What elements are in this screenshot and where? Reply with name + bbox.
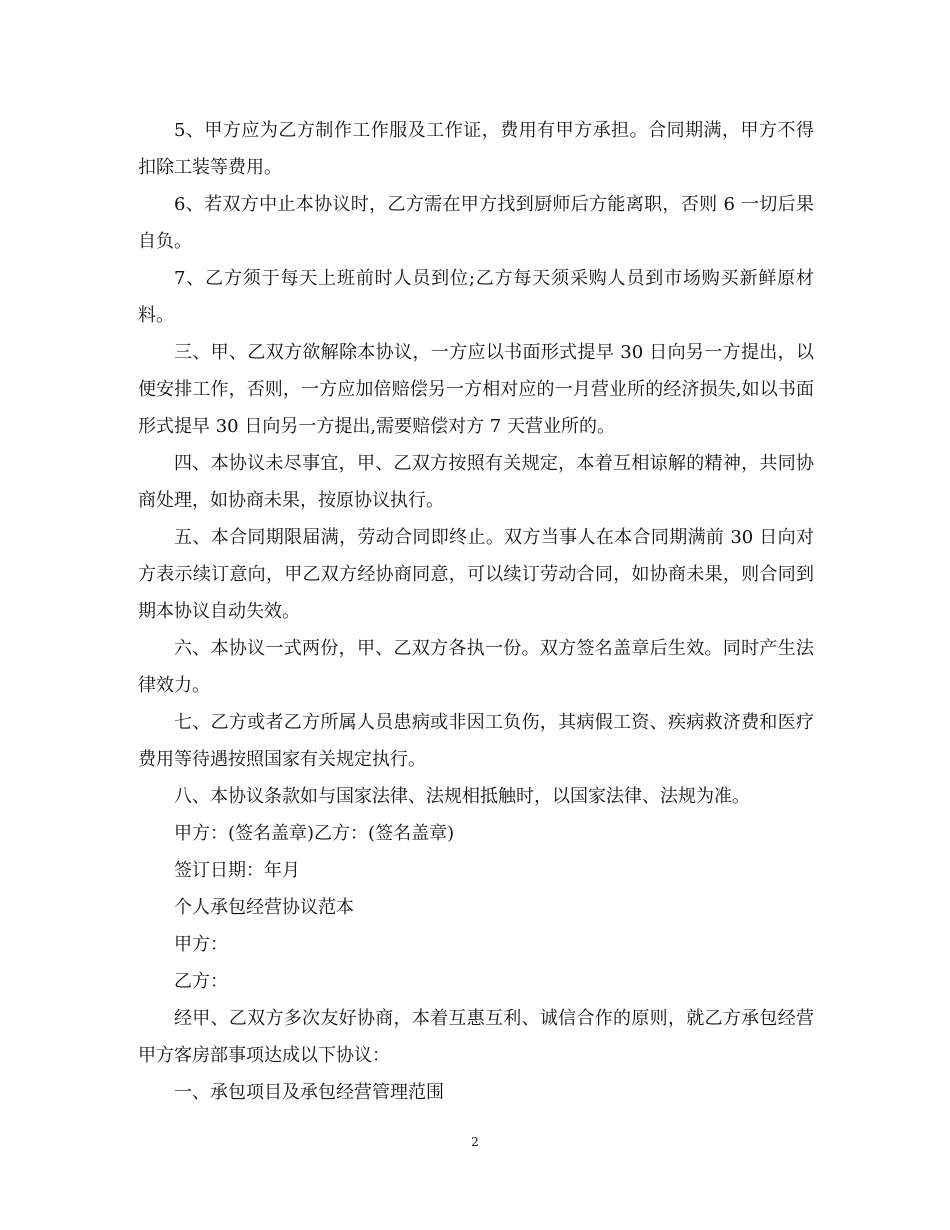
signing-date: 签订日期：年月: [174, 860, 300, 881]
paragraph-section-6: 六、本协议一式两份，甲、乙双方各执一份。双方签名盖章后生效。同时产生法律效力。: [138, 638, 814, 696]
template-title: 个人承包经营协议范本: [174, 897, 354, 918]
paragraph-clause-7: 7、乙方须于每天上班前时人员到位;乙方每天须采购人员到市场购买新鲜原材料。: [138, 268, 814, 326]
paragraph-section-4: 四、本协议未尽事宜，甲、乙双方按照有关规定，本着互相谅解的精神，共同协商处理，如协商未果，按原协议执行。: [138, 453, 814, 511]
section-heading-1: 一、承包项目及承包经营管理范围: [174, 1082, 444, 1103]
paragraph-section-5: 五、本合同期限届满，劳动合同即终止。双方当事人在本合同期满前 30 日向对方表示续订意向，甲乙双方经协商同意，可以续订劳动合同，如协商未果，则合同到期本协议自动失效。: [138, 527, 814, 622]
party-b-label: 乙方：: [174, 971, 228, 992]
page-number: 2: [471, 1135, 479, 1149]
document-body: [138, 112, 814, 1111]
party-a-label: 甲方：: [174, 934, 228, 955]
paragraph-clause-5: 5、甲方应为乙方制作工作服及工作证，费用有甲方承担。合同期满，甲方不得扣除工装等费用。: [138, 120, 814, 178]
signature-line: 甲方：(签名盖章)乙方：(签名盖章): [174, 823, 455, 844]
paragraph-clause-6: 6、若双方中止本协议时，乙方需在甲方找到厨师后方能离职，否则 6 一切后果自负。: [138, 194, 814, 252]
agreement-preamble: 经甲、乙双方多次友好协商，本着互惠互利、诚信合作的原则，就乙方承包经营甲方客房部事项达成以下协议：: [138, 1008, 814, 1066]
paragraph-section-3: 三、甲、乙双方欲解除本协议，一方应以书面形式提早 30 日向另一方提出，以便安排工作，否则，一方应加倍赔偿另一方相对应的一月营业所的经济损失,如以书面形式提早 30 日向另一方提出,需要赔偿对方 7 天营业所的。: [138, 342, 814, 437]
paragraph-section-7: 七、乙方或者乙方所属人员患病或非因工负伤，其病假工资、疾病救济费和医疗费用等待遇按照国家有关规定执行。: [138, 712, 814, 770]
paragraph-section-8: 八、本协议条款如与国家法律、法规相抵触时，以国家法律、法规为准。: [174, 786, 750, 807]
